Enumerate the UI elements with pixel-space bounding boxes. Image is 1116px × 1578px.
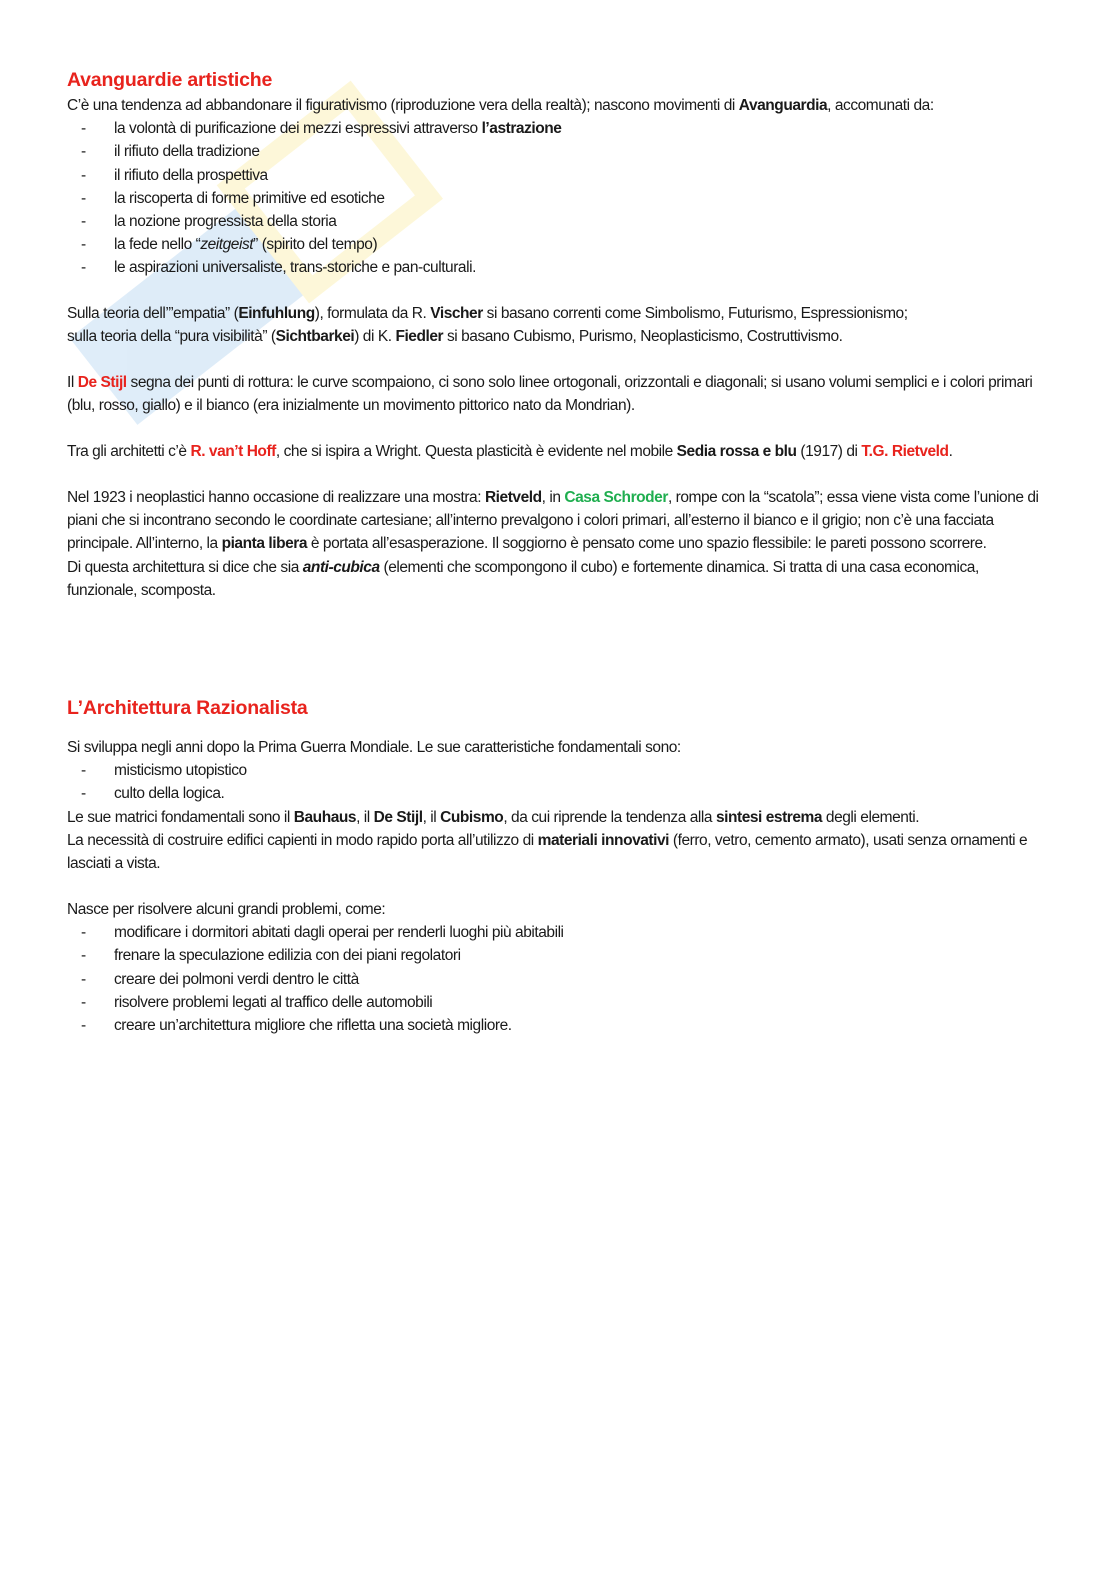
section-van-t-hoff <box>67 440 1052 463</box>
text-run: , che si ispira a Wright. Questa plasticità è evidente nel mobile <box>275 443 677 460</box>
paragraph <box>67 486 1052 556</box>
text-run: la volontà di purificazione dei mezzi espressivi attraverso <box>114 120 482 138</box>
text-run: il rifiuto della tradizione <box>114 143 260 161</box>
paragraph <box>67 829 1052 875</box>
text-run: risolvere problemi legati al traffico delle automobili <box>114 993 433 1011</box>
text-run: , da cui riprende la tendenza alla <box>503 808 716 826</box>
text-run: modificare i dormitori abitati dagli operai per renderli luoghi più abitabili <box>114 924 564 942</box>
section-teorie <box>67 302 1052 348</box>
emphasis-text: T.G. Rietveld <box>861 443 949 460</box>
text-run: si basano correnti come Simbolismo, Futurismo, Espressionismo; <box>482 305 908 322</box>
list-item <box>67 233 1052 256</box>
text-run: creare dei polmoni verdi dentro le città <box>114 970 359 988</box>
emphasis-text: Casa Schroder <box>564 489 668 506</box>
list-item <box>67 991 1052 1014</box>
text-run: ” (spirito del tempo) <box>253 236 378 254</box>
emphasis-text: Einfuhlung <box>238 305 315 322</box>
emphasis-text: Rietveld <box>484 489 542 506</box>
emphasis-text: Sedia rossa e blu <box>676 443 797 460</box>
section-de-stijl <box>67 371 1052 417</box>
text-run: C’è una tendenza ad abbandonare il figurativismo (riproduzione vera della realtà); nascono movimenti di <box>67 97 739 114</box>
text-run: misticismo utopistico <box>114 762 247 780</box>
text-run: Di questa architettura si dice che sia <box>67 558 303 576</box>
text-run: creare un’architettura migliore che rifletta una società migliore. <box>114 1017 512 1035</box>
heading-razionalista: L’Architettura Razionalista <box>67 697 308 719</box>
list-item <box>67 921 1052 944</box>
list-item <box>67 256 1052 279</box>
emphasis-text: Fiedler <box>395 328 444 346</box>
list-item <box>67 944 1052 967</box>
emphasis-text: l’astrazione <box>481 120 562 138</box>
text-run: Il <box>67 374 78 391</box>
paragraph <box>67 325 1052 348</box>
section-razionalista <box>67 736 1052 875</box>
paragraph <box>67 898 1052 921</box>
bullet-list <box>67 921 1052 1037</box>
text-run: , accomunati da: <box>827 97 934 114</box>
text-run: , il <box>422 808 441 826</box>
list-item <box>67 140 1052 163</box>
bullet-list <box>67 117 1052 279</box>
paragraph <box>67 371 1052 417</box>
list-item <box>67 210 1052 233</box>
text-run: , in <box>541 489 565 506</box>
paragraph <box>67 736 1052 759</box>
text-run: Si sviluppa negli anni dopo la Prima Guerra Mondiale. Le sue caratteristiche fondamentali sono: <box>67 739 681 756</box>
text-run: ) di K. <box>354 328 396 346</box>
text-run: degli elementi. <box>822 808 920 826</box>
emphasis-text: Vischer <box>430 305 483 322</box>
text-run: le aspirazioni universaliste, trans-storiche e pan-culturali. <box>114 259 476 277</box>
text-run: Sulla teoria dell’”empatia” ( <box>67 305 239 322</box>
section-avanguardie-intro <box>67 94 1052 280</box>
text-run: (1917) di <box>796 443 862 460</box>
text-run: segna dei punti di rottura: le curve scompaiono, ci sono solo linee ortogonali, orizzontali e diagonali; si usano volumi semplici e i colori primari (blu, rosso, giallo) e il bianco (era inizialmente un movimento pittorico nato da Mondrian). <box>67 374 1033 415</box>
text-run: Nasce per risolvere alcuni grandi problemi, come: <box>67 901 386 918</box>
text-run: Le sue matrici fondamentali sono il <box>67 808 294 826</box>
bullet-list <box>67 759 1052 805</box>
emphasis-text: Sichtbarkei <box>275 328 355 346</box>
text-run: (ferro, vetro, cemento armato), usati senza ornamenti e lasciati a vista. <box>67 831 1028 873</box>
paragraph <box>67 806 1052 829</box>
text-run: , il <box>356 808 374 826</box>
emphasis-text: Bauhaus <box>293 808 357 826</box>
emphasis-text: sintesi estrema <box>715 808 823 826</box>
section-casa-schroder <box>67 486 1052 602</box>
paragraph <box>67 302 1052 325</box>
text-run: la nozione progressista della storia <box>114 213 337 231</box>
emphasis-text: zeitgeist <box>200 236 254 254</box>
text-run: si basano Cubismo, Purismo, Neoplasticismo, Costruttivismo. <box>443 328 843 346</box>
text-run: ), formulata da R. <box>314 305 431 322</box>
emphasis-text: De Stijl <box>77 374 127 391</box>
text-run: La necessità di costruire edifici capienti in modo rapido porta all’utilizzo di <box>67 831 538 849</box>
text-run: è portata all’esasperazione. Il soggiorno è pensato come uno spazio flessibile: le pareti possono scorrere. <box>307 535 987 553</box>
paragraph <box>67 440 1052 463</box>
heading-avanguardie: Avanguardie artistiche <box>67 69 273 91</box>
text-run: Tra gli architetti c’è <box>67 443 191 460</box>
text-run: culto della logica. <box>114 785 225 803</box>
list-item <box>67 759 1052 782</box>
emphasis-text: Avanguardia <box>738 97 828 114</box>
text-run: (elementi che scompongono il cubo) e fortemente dinamica. Si tratta di una casa economica, funzionale, scomposta. <box>67 558 979 599</box>
paragraph <box>67 94 1052 117</box>
list-item <box>67 968 1052 991</box>
section-problemi <box>67 898 1052 1037</box>
text-run: . <box>948 443 953 460</box>
text-run: sulla teoria della “pura visibilità” ( <box>67 328 276 346</box>
text-run: la fede nello “ <box>114 236 201 254</box>
emphasis-text: De Stijl <box>373 808 423 826</box>
list-item <box>67 1014 1052 1037</box>
paragraph <box>67 556 1052 602</box>
emphasis-text: materiali innovativi <box>537 831 670 849</box>
list-item <box>67 117 1052 140</box>
list-item <box>67 164 1052 187</box>
emphasis-text: R. van’t Hoff <box>190 443 276 460</box>
text-run: , rompe con la “scatola”; essa viene vista come l’unione di piani che si incontrano secondo le coordinate cartesiane; all’interno prevalgono i colori primari, all’esterno il bianco e il grigio; non c’è una facciata principale. All’interno, la <box>67 489 1039 553</box>
text-run: frenare la speculazione edilizia con dei piani regolatori <box>114 947 461 965</box>
emphasis-text: anti-cubica <box>302 558 380 576</box>
text-run: il rifiuto della prospettiva <box>114 166 268 184</box>
text-run: la riscoperta di forme primitive ed esotiche <box>114 189 385 207</box>
emphasis-text: Cubismo <box>440 808 504 826</box>
list-item <box>67 782 1052 805</box>
text-run: Nel 1923 i neoplastici hanno occasione di realizzare una mostra: <box>67 489 485 506</box>
list-item <box>67 187 1052 210</box>
emphasis-text: pianta libera <box>221 535 308 553</box>
